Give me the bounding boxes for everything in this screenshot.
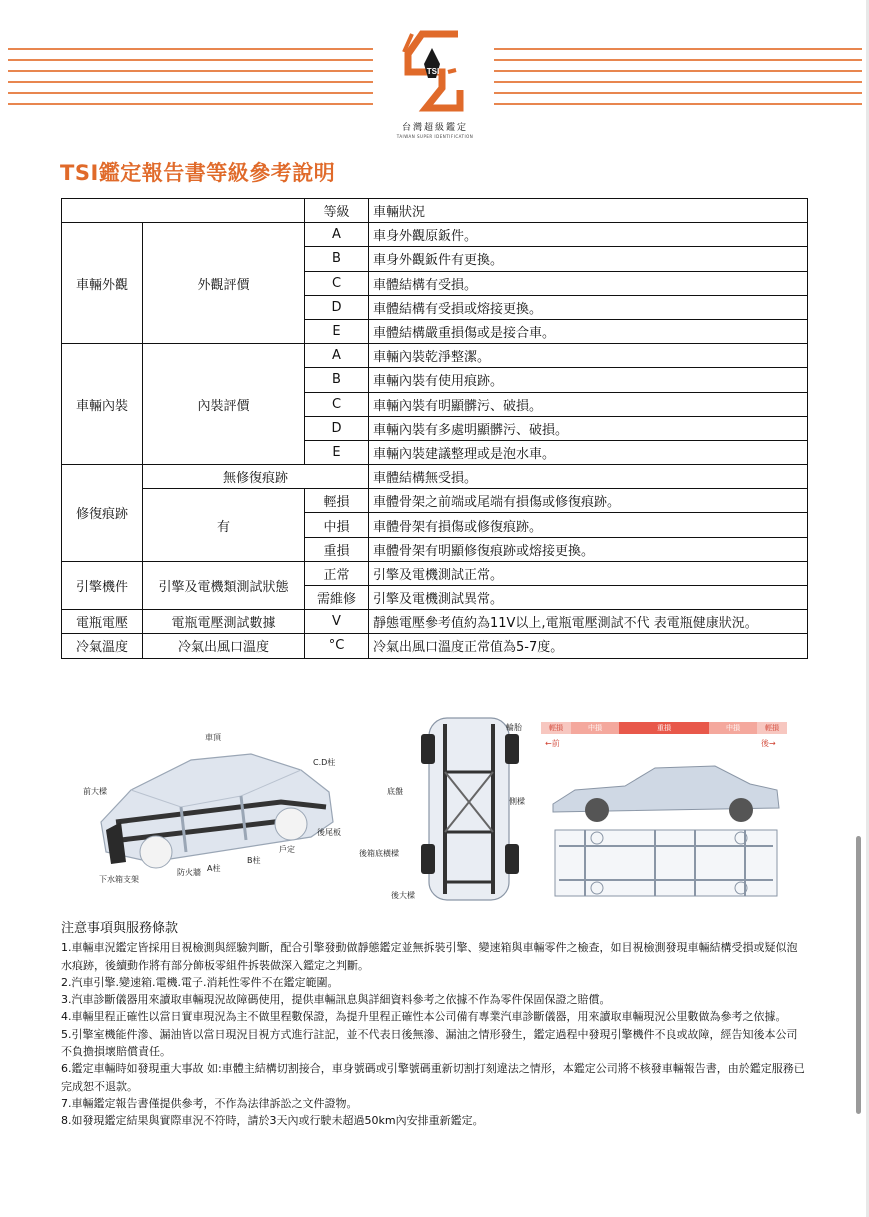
- status-cell: 車體結構嚴重損傷或是接合車。: [369, 319, 808, 343]
- table-row: [62, 634, 808, 658]
- brand-name-zh: 台灣超級鑑定: [401, 123, 468, 133]
- status-cell: 車體結構無受損。: [369, 465, 808, 489]
- header-stripes-right: [494, 48, 862, 100]
- table-row: [62, 489, 808, 513]
- grade-table: [61, 198, 808, 659]
- item-no-repair: 無修復痕跡: [143, 465, 369, 489]
- category-interior: 車輛內裝: [62, 344, 143, 465]
- label-front-beam: 前大樑: [83, 787, 107, 796]
- scrollbar[interactable]: [856, 836, 861, 1114]
- status-cell: 車體骨架之前端或尾端有損傷或修復痕跡。: [369, 489, 808, 513]
- category-ac: 冷氣溫度: [62, 634, 143, 658]
- status-cell: 車體骨架有明顯修復痕跡或熔接更換。: [369, 537, 808, 561]
- zone-medium-front: 中損: [571, 722, 619, 734]
- item-battery: 電瓶電壓測試數據: [143, 610, 305, 634]
- label-rear-beam: 後大樑: [391, 891, 415, 900]
- zone-light-front: 輕損: [541, 722, 571, 734]
- figures-area: [61, 712, 807, 912]
- label-side-beam: 側樑: [509, 797, 525, 806]
- grade-cell: 輕損: [305, 489, 369, 513]
- terms-item: 8.如發現鑑定結果與實際車況不符時，請於3天內或行駛未超過50km內安排重新鑑定。: [61, 1114, 484, 1128]
- item-interior: 內裝評價: [143, 344, 305, 465]
- label-a-pillar: A柱: [207, 864, 221, 873]
- sedan-side-diagram: [545, 746, 785, 906]
- status-cell: 車體結構有受損或熔接更換。: [369, 295, 808, 319]
- grade-cell: B: [305, 368, 369, 392]
- zone-heavy: 重損: [619, 722, 709, 734]
- grade-cell: 正常: [305, 561, 369, 585]
- status-cell: 車輛內裝有明顯髒污、破損。: [369, 392, 808, 416]
- grade-cell: B: [305, 247, 369, 271]
- category-engine: 引擎機件: [62, 561, 143, 609]
- label-front-arrow: ←前: [545, 739, 560, 748]
- status-cell: 車輛內裝乾淨整潔。: [369, 344, 808, 368]
- status-cell: 車體骨架有損傷或修復痕跡。: [369, 513, 808, 537]
- label-b-pillar: B柱: [247, 856, 261, 865]
- grade-cell: °C: [305, 634, 369, 658]
- status-cell: 引擎及電機測試正常。: [369, 561, 808, 585]
- label-trunk-cross-beam: 後箱底橫樑: [359, 849, 399, 858]
- status-cell: 車體結構有受損。: [369, 271, 808, 295]
- zone-medium-rear: 中損: [709, 722, 757, 734]
- table-row: [62, 561, 808, 585]
- status-cell: 車身外觀原鈑件。: [369, 223, 808, 247]
- status-cell: 車輛內裝有使用痕跡。: [369, 368, 808, 392]
- grade-cell: C: [305, 392, 369, 416]
- grade-cell: A: [305, 344, 369, 368]
- terms-item: 7.車輛鑑定報告書僅提供參考，不作為法律訴訟之文件證物。: [61, 1096, 358, 1110]
- label-door-frame: 戶定: [279, 845, 295, 854]
- tsi-logo: [400, 30, 466, 112]
- terms-item: 4.車輛里程正確性以當日實車現況為主不做里程數保證，為提升里程正確性本公司備有專業汽車診斷儀器，用來讀取車輛現況公里數做為參考之依據。: [61, 1010, 787, 1024]
- table-row: [62, 610, 808, 634]
- label-radiator-support: 下水箱支架: [99, 875, 139, 884]
- grade-cell: 中損: [305, 513, 369, 537]
- terms-section: [61, 920, 807, 1130]
- terms-item: 1.車輛車況鑑定皆採用目視檢測與經驗判斷，配合引擎發動做靜態鑑定並無拆裝引擎、變速箱與車輛零件之檢查，如目視檢測發現車輛結構受損或疑似泡水痕跡，後續動作將有部分飾板零組件拆裝做深入鑑定之判斷。: [61, 941, 798, 972]
- grade-cell: V: [305, 610, 369, 634]
- terms-item: 3.汽車診斷儀器用來讀取車輛現況故障碼使用，提供車輛訊息與詳細資料參考之依據不作為零件保固保證之賠償。: [61, 993, 611, 1007]
- grade-cell: 需維修: [305, 586, 369, 610]
- damage-zone-bar: [541, 722, 787, 734]
- table-header-row: [62, 199, 808, 223]
- item-ac: 冷氣出風口溫度: [143, 634, 305, 658]
- header-stripes-left: [8, 48, 373, 100]
- status-cell: 引擎及電機測試異常。: [369, 586, 808, 610]
- item-exterior: 外觀評價: [143, 223, 305, 344]
- table-row: [62, 223, 808, 247]
- grade-cell: 重損: [305, 537, 369, 561]
- zone-light-rear: 輕損: [757, 722, 787, 734]
- svg-text:TSI: TSI: [426, 67, 440, 76]
- brand-name-en: TAIWAN SUPER IDENTIFICATION: [396, 134, 474, 139]
- item-engine: 引擎及電機類測試狀態: [143, 561, 305, 609]
- label-rear-arrow: 後→: [761, 739, 776, 748]
- table-row: [62, 465, 808, 489]
- grade-cell: D: [305, 416, 369, 440]
- status-cell: 靜態電壓參考值約為11V以上,電瓶電壓測試不代 表電瓶健康狀況。: [369, 610, 808, 634]
- document-title: TSI鑑定報告書等級參考說明: [60, 161, 336, 185]
- table-row: [62, 344, 808, 368]
- item-has-repair: 有: [143, 489, 305, 562]
- status-cell: 車輛內裝建議整理或是泡水車。: [369, 440, 808, 464]
- grade-cell: D: [305, 295, 369, 319]
- grade-cell: A: [305, 223, 369, 247]
- label-cd-pillar: C.D柱: [313, 758, 336, 767]
- status-cell: 車輛內裝有多處明顯髒污、破損。: [369, 416, 808, 440]
- status-cell: 車身外觀鈑件有更換。: [369, 247, 808, 271]
- status-cell: 冷氣出風口溫度正常值為5-7度。: [369, 634, 808, 658]
- terms-heading: 注意事項與服務條款: [61, 921, 179, 936]
- header-status: 車輛狀況: [369, 199, 808, 223]
- header-grade: 等級: [305, 199, 369, 223]
- label-roof: 車頂: [205, 733, 221, 742]
- category-repair: 修復痕跡: [62, 465, 143, 562]
- grade-cell: E: [305, 319, 369, 343]
- label-rear-panel: 後尾板: [317, 828, 341, 837]
- category-exterior: 車輛外觀: [62, 223, 143, 344]
- category-battery: 電瓶電壓: [62, 610, 143, 634]
- label-wheel-arch: 輪胎: [506, 723, 522, 732]
- grade-cell: C: [305, 271, 369, 295]
- terms-item: 5.引擎室機能件滲、漏油皆以當日現況目視方式進行註記，並不代表日後無滲、漏油之情形發生，鑑定過程中發現引擎機件不良或故障，經告知後本公司不負擔損壞賠償責任。: [61, 1027, 798, 1059]
- terms-item: 2.汽車引擎.變速箱.電機.電子.消耗性零件不在鑑定範圍。: [61, 975, 339, 989]
- chassis-diagram: [411, 712, 531, 907]
- grade-cell: E: [305, 440, 369, 464]
- terms-item: 6.鑑定車輛時如發現重大事故 如:車體主結構切割接合，車身號碼或引擎號碼重新切割打刻違法之情形，本鑑定公司將不核發車輛報告書，由於鑑定服務已完成恕不退款。: [61, 1062, 805, 1093]
- label-firewall: 防火牆: [177, 868, 201, 877]
- label-floor: 底盤: [387, 787, 403, 796]
